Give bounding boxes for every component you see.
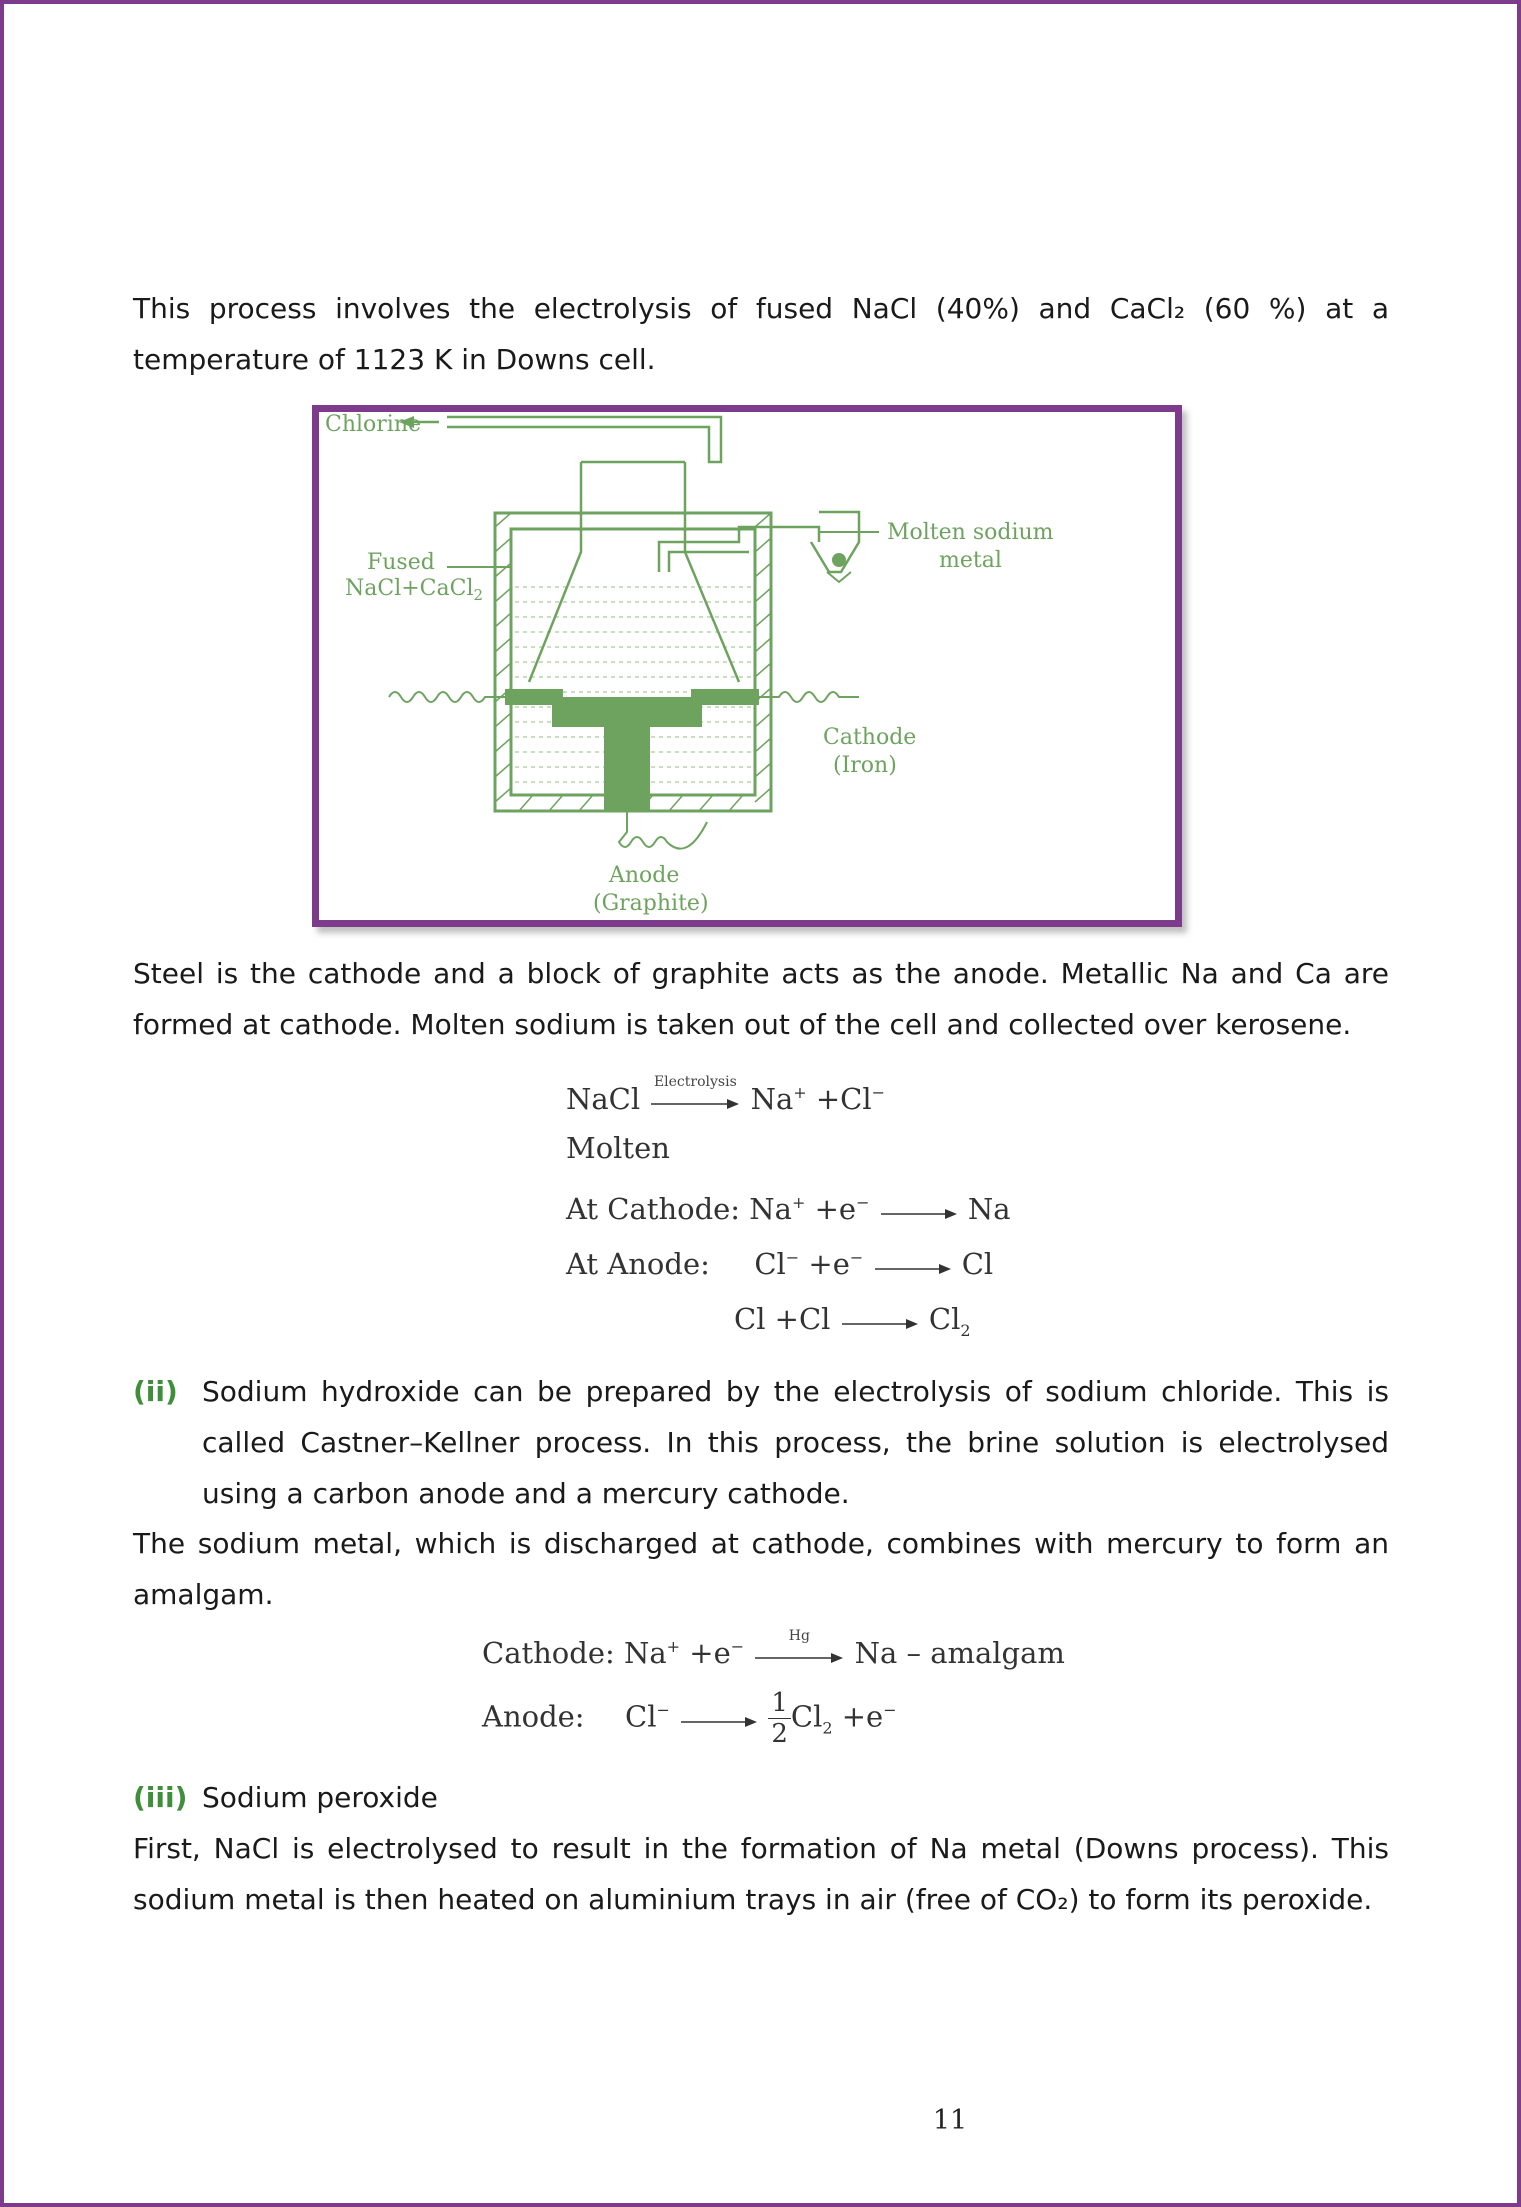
fused-label-line2: NaCl+CaCl$_2$	[345, 576, 484, 604]
anode-label-line2: (Graphite)	[593, 891, 709, 916]
equation-anode: At Anode: Cl− +e− Cl	[566, 1247, 994, 1281]
molten-sodium-label-line2: metal	[939, 548, 1002, 573]
arrow-icon	[679, 1704, 759, 1734]
downs-cell-svg	[319, 412, 1175, 920]
downs-cell-diagram	[312, 405, 1182, 927]
steel-paragraph: Steel is the cathode and a block of graphite acts as the anode. Metallic Na and Ca are formed at cathode. Molten sodium is taken out of the cell and collected over kerosene.	[133, 957, 1389, 1041]
arrow-icon: Electrolysis	[649, 1086, 741, 1116]
cathode-label-line1: Cathode	[823, 725, 917, 750]
list-item-number: (iii)	[133, 1781, 188, 1814]
equation-cathode: At Cathode: Na+ +e− Na	[566, 1192, 1011, 1226]
equation-amalgam-anode: Anode: Cl− $\frac{1}{2}$ $Cl_2 +e^-$	[482, 1688, 897, 1749]
list-item-ii	[133, 1366, 1389, 1519]
list-item-number: (ii)	[133, 1375, 178, 1408]
arrow-icon	[873, 1251, 953, 1281]
arrow-icon	[879, 1196, 959, 1226]
sodium-metal-paragraph: The sodium metal, which is discharged at cathode, combines with mercury to form an amalgam.	[133, 1527, 1389, 1611]
equation-electrolysis: NaCl Electrolysis Na+ +Cl−	[566, 1074, 886, 1116]
fused-label-line1: Fused	[367, 550, 435, 575]
intro-paragraph: This process involves the electrolysis of fused NaCl (40%) and CaCl₂ (60 %) at a temperature of 1123 K in Downs cell.	[133, 292, 1389, 376]
chlorine-label: Chlorine	[325, 412, 422, 437]
equation-molten-label: Molten	[566, 1131, 670, 1165]
cathode-label-line2: (Iron)	[833, 753, 897, 778]
arrow-icon	[840, 1306, 920, 1336]
peroxide-paragraph: First, NaCl is electrolysed to result in the formation of Na metal (Downs process). This sodium metal is then heated on aluminium trays in air (free of CO₂) to form its peroxide.	[133, 1832, 1389, 1916]
anode-label-line1: Anode	[609, 863, 680, 888]
list-item-text: Sodium peroxide	[202, 1781, 438, 1814]
list-item-iii	[133, 1772, 1389, 1823]
fraction-one-half: $\frac{1}{2}$	[768, 1688, 791, 1749]
equation-amalgam-cathode: Cathode: Na+ +e− Hg Na – amalgam	[482, 1628, 1065, 1670]
page-number: 11	[932, 2105, 968, 2136]
arrow-icon: Hg	[753, 1640, 845, 1670]
plus-sign: +	[605, 767, 624, 792]
equation-chlorine-gas: Cl +Cl $Cl_2$	[734, 1302, 971, 1340]
list-item-text: Sodium hydroxide can be prepared by the electrolysis of sodium chloride. This is called Castner–Kellner process. In this process, the brine solution is electrolysed using a carbon anode and a mercury cathode.	[202, 1375, 1389, 1510]
molten-sodium-label-line1: Molten sodium	[887, 520, 1054, 545]
